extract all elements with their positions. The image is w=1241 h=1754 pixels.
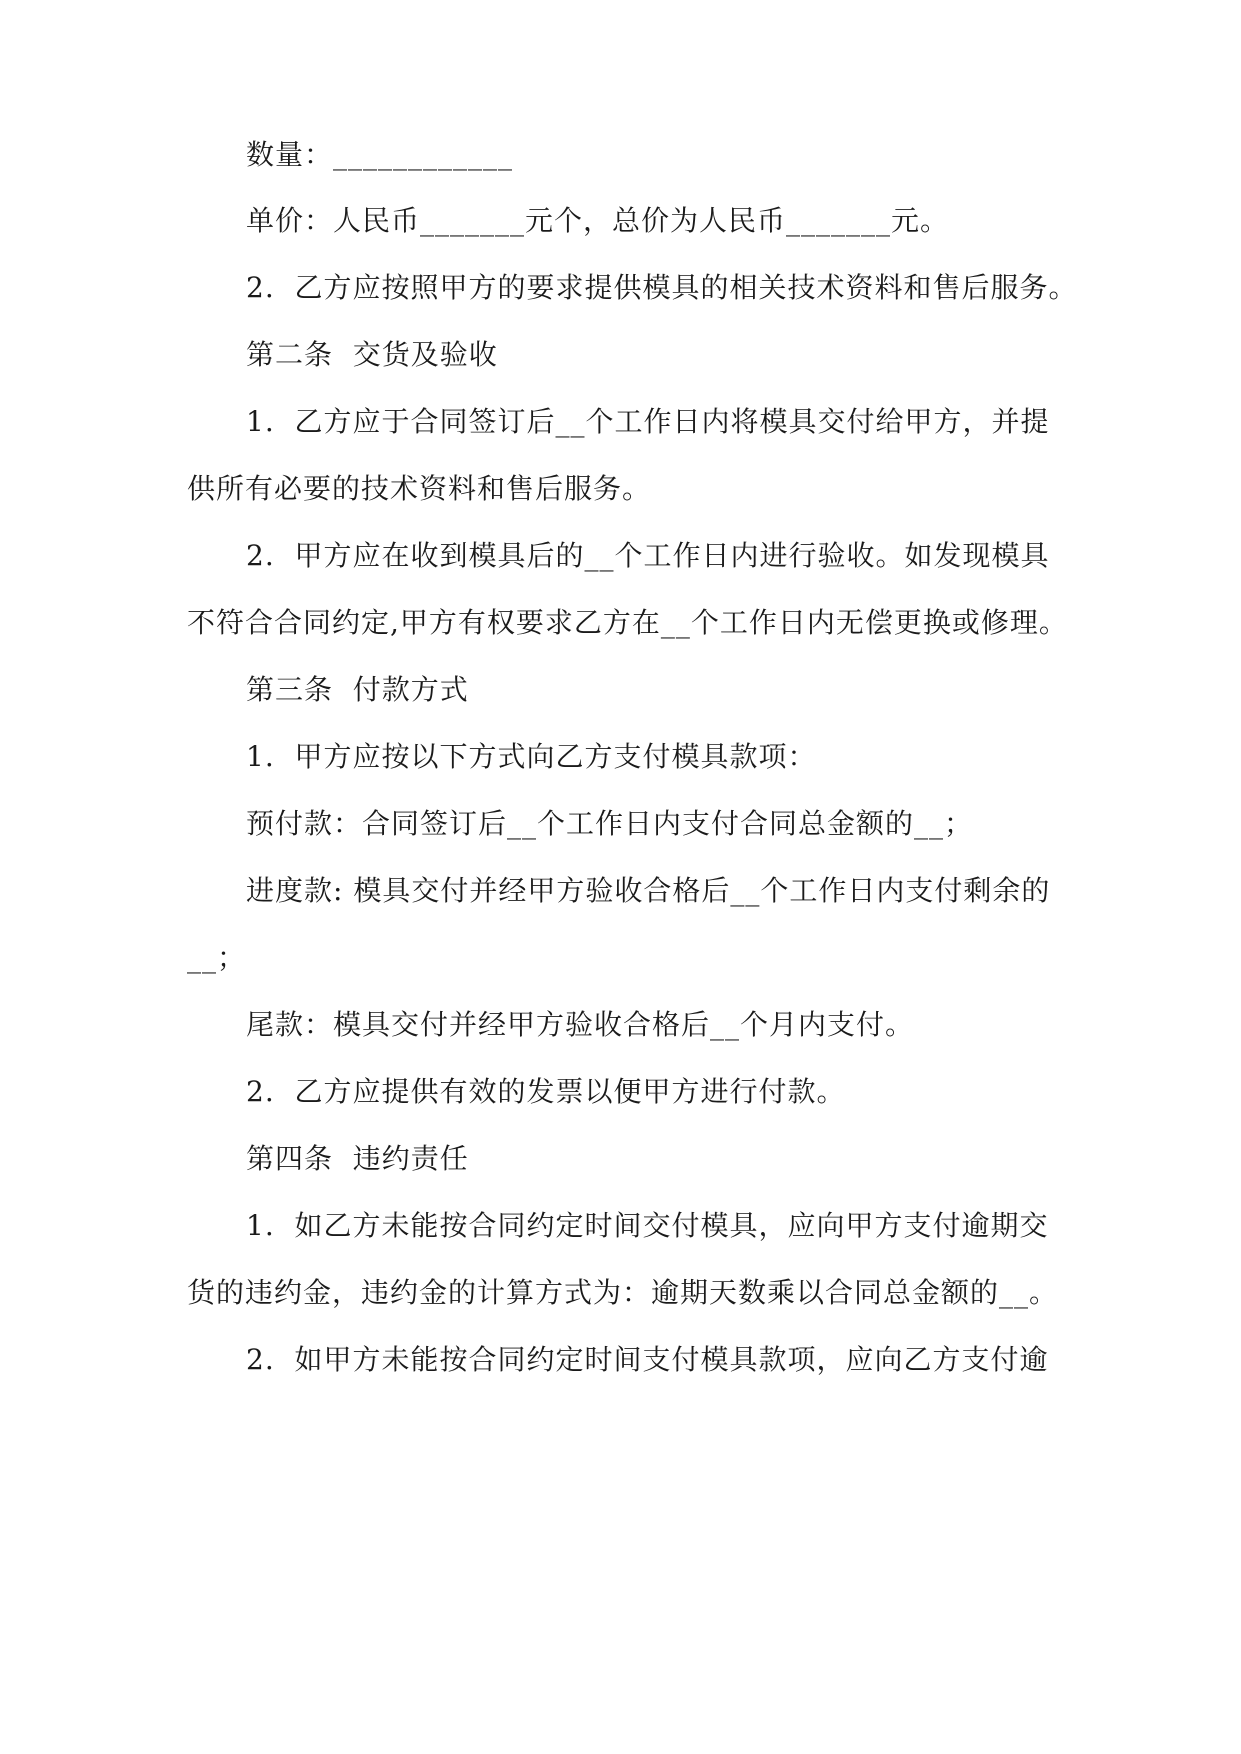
article-2-item-2-cont: 不符合合同约定,甲方有权要求乙方在__个工作日内无偿更换或修理。 bbox=[187, 606, 1068, 639]
unit-price-line: 单价：人民币_______元个，总价为人民币_______元。 bbox=[246, 204, 950, 237]
article-4-item-1: 1. 如乙方未能按合同约定时间交付模具，应向甲方支付逾期交 bbox=[246, 1209, 1049, 1242]
progress-payment-line: 进度款: 模具交付并经甲方验收合格后__个工作日内支付剩余的 bbox=[246, 874, 1051, 907]
article-2-item-1: 1. 乙方应于合同签订后__个工作日内将模具交付给甲方，并提 bbox=[246, 405, 1050, 438]
article-2-item-2: 2. 甲方应在收到模具后的__个工作日内进行验收。如发现模具 bbox=[246, 539, 1050, 572]
article-3-item-2: 2. 乙方应提供有效的发票以便甲方进行付款。 bbox=[246, 1075, 846, 1108]
article-3-heading: 第三条 付款方式 bbox=[246, 673, 469, 706]
article-4-item-2: 2. 如甲方未能按合同约定时间支付模具款项，应向乙方支付逾 bbox=[246, 1343, 1049, 1376]
article-4-item-1-cont: 货的违约金，违约金的计算方式为：逾期天数乘以合同总金额的__。 bbox=[187, 1276, 1059, 1309]
article-4-heading: 第四条 违约责任 bbox=[246, 1142, 469, 1175]
advance-payment-line: 预付款：合同签订后__个工作日内支付合同总金额的__； bbox=[246, 807, 974, 840]
article-2-heading: 第二条 交货及验收 bbox=[246, 338, 498, 371]
final-payment-line: 尾款：模具交付并经甲方验收合格后__个月内支付。 bbox=[246, 1008, 915, 1041]
clause-1-item-2: 2. 乙方应按照甲方的要求提供模具的相关技术资料和售后服务。 bbox=[246, 271, 1078, 304]
article-2-item-1-cont: 供所有必要的技术资料和售后服务。 bbox=[187, 472, 652, 505]
progress-payment-cont: __； bbox=[187, 941, 247, 974]
article-3-item-1: 1. 甲方应按以下方式向乙方支付模具款项： bbox=[246, 740, 817, 773]
quantity-line: 数量：____________ bbox=[246, 138, 514, 171]
